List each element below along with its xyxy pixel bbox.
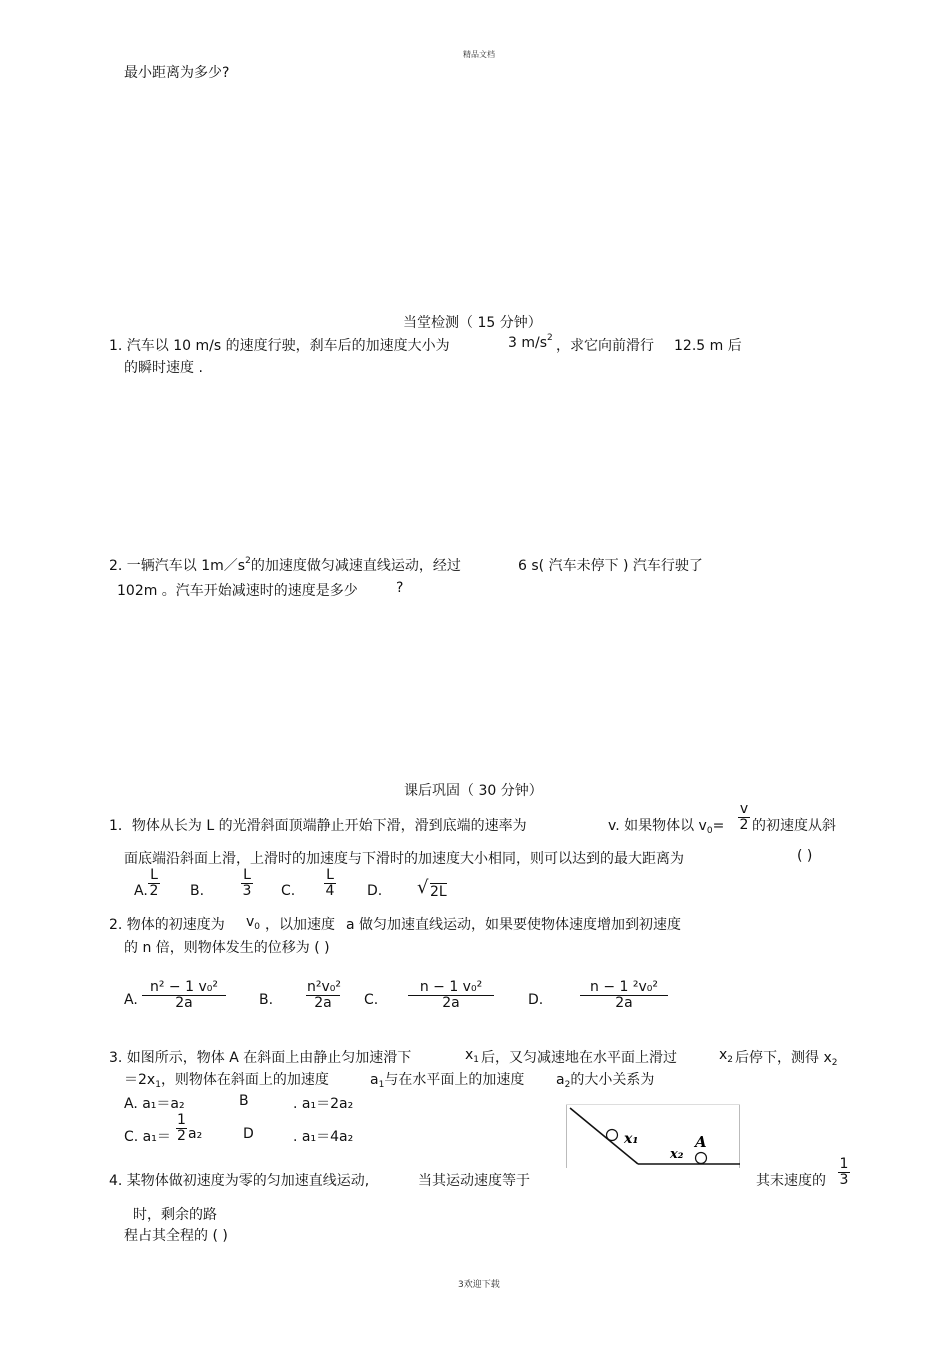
q2-line2: 102m 。汽车开始减速时的速度是多少 bbox=[117, 583, 358, 599]
aq4-text: 4. 某物体做初速度为零的匀加速直线运动, bbox=[109, 1173, 370, 1189]
aq1-answer-paren: ( ) bbox=[797, 848, 813, 864]
aq3-text-2: 后，又匀减速地在水平面上滑过 bbox=[481, 1050, 677, 1066]
aq3-a1: $a_1$与在水平面上的加速度 bbox=[370, 1072, 525, 1090]
aq3-option-b-value: . a₁＝2a₂ bbox=[293, 1096, 354, 1112]
aq1-text: 1．物体从长为 L 的光滑斜面顶端静止开始下滑，滑到底端的速率为 bbox=[109, 818, 527, 834]
top-question-line: 最小距离为多少? bbox=[124, 65, 230, 81]
aq4-fraction: $\frac{1}{3}$ bbox=[839, 1156, 849, 1188]
aq2-line2: 的 n 倍，则物体发生的位移为 ( ) bbox=[124, 940, 330, 956]
q2-text: 2. 一辆汽车以 $1m/s^2$的加速度做匀减速直线运动，经过 bbox=[109, 556, 461, 574]
aq1-option-c-fraction: $\frac{L}{4}$ bbox=[325, 867, 335, 899]
aq1-option-a-fraction: $\frac{L}{2}$ bbox=[149, 867, 159, 899]
aq1-option-c: C. bbox=[281, 883, 296, 899]
aq3-text-3: 后停下，测得 $x_2$ bbox=[735, 1050, 838, 1068]
aq2-v0: $v_0$ bbox=[246, 914, 261, 932]
aq2-option-b: B. bbox=[259, 992, 274, 1008]
aq2-option-d: D. bbox=[528, 992, 544, 1008]
aq1-v-half-fraction: $\frac{v}{2}$ bbox=[739, 801, 749, 833]
aq1-option-a: A. bbox=[134, 883, 148, 899]
section-title-after-class: 课后巩固（ 30 分钟） bbox=[404, 783, 543, 799]
aq4-text-3: 其末速度的 bbox=[756, 1173, 826, 1189]
sqrt-icon: √ bbox=[417, 877, 429, 898]
aq4-line2: 时，剩余的路 bbox=[133, 1207, 217, 1223]
aq2-text-3: a 做匀加速直线运动，如果要使物体速度增加到初速度 bbox=[346, 917, 682, 933]
label-A: A bbox=[695, 1133, 707, 1151]
aq4-text-2: 当其运动速度等于 bbox=[418, 1173, 530, 1189]
aq1-option-b-fraction: $\frac{L}{3}$ bbox=[242, 867, 252, 899]
aq2-text: 2. 物体的初速度为 bbox=[109, 917, 225, 933]
q1-text: 1. 汽车以 10 m/s 的速度行驶，刹车后的加速度大小为 bbox=[109, 338, 450, 354]
page-header: 精品文档 bbox=[463, 50, 495, 59]
aq2-text-2: ，以加速度 bbox=[265, 917, 335, 933]
aq2-option-b-fraction: $\frac{\text{n²v₀²}}{2a}$ bbox=[307, 979, 341, 1011]
aq4-line3: 程占其全程的 ( ) bbox=[124, 1228, 228, 1244]
aq3-option-d: D bbox=[243, 1126, 254, 1142]
aq2-option-d-fraction: $\frac{\text{n − 1 ²v₀²}}{2a}$ bbox=[580, 980, 668, 1011]
aq1-line2: 面底端沿斜面上滑，上滑时的加速度与下滑时的加速度大小相同，则可以达到的最大距离为 bbox=[124, 851, 684, 867]
aq2-option-c-fraction: $\frac{\text{n − 1 v₀²}}{2a}$ bbox=[408, 980, 494, 1011]
aq3-text: 3. 如图所示，物体 A 在斜面上由静止匀加速滑下 bbox=[109, 1050, 412, 1066]
q1-text-2: ，求它向前滑行 bbox=[556, 338, 654, 354]
section-title-in-class: 当堂检测（ 15 分钟） bbox=[403, 315, 542, 331]
aq3-option-c-fraction: $\frac{1}{2}$ bbox=[177, 1112, 186, 1144]
aq1-option-d: D. bbox=[367, 883, 383, 899]
page-footer: 3欢迎下载 bbox=[458, 1280, 500, 1290]
label-x1: x₁ bbox=[624, 1131, 639, 1147]
aq3-option-b: B bbox=[239, 1093, 249, 1109]
label-x2: x₂ bbox=[670, 1147, 684, 1162]
aq3-x2: $x_2$ bbox=[719, 1047, 734, 1065]
block-on-ground bbox=[696, 1153, 707, 1164]
aq3-option-a: A. a₁＝a₂ bbox=[124, 1096, 185, 1112]
q1-line2: 的瞬时速度 . bbox=[124, 360, 203, 376]
aq2-option-c: C. bbox=[364, 992, 379, 1008]
aq1-option-d-value: 2L bbox=[430, 884, 447, 900]
q2-line2-q: ? bbox=[396, 580, 404, 596]
aq3-x1: $x_1$ bbox=[465, 1047, 480, 1065]
block-on-incline bbox=[607, 1130, 618, 1141]
aq2-option-a: A. bbox=[124, 992, 138, 1008]
aq3-option-c: C. a₁＝ bbox=[124, 1129, 171, 1145]
aq3-line2: $=2x_1$，则物体在斜面上的加速度 bbox=[124, 1072, 329, 1090]
q2-text-2: 6 s( 汽车未停下 ) 汽车行驶了 bbox=[518, 558, 703, 574]
aq3-option-d-value: . a₁＝4a₂ bbox=[293, 1129, 354, 1145]
aq1-text-v: v. 如果物体以 $v_0=$ bbox=[608, 818, 725, 836]
aq3-option-c-tail: a₂ bbox=[188, 1126, 203, 1142]
aq1-text-end: 的初速度从斜 bbox=[752, 818, 836, 834]
aq1-option-b: B. bbox=[190, 883, 205, 899]
aq3-a2: $a_2$的大小关系为 bbox=[556, 1072, 655, 1090]
q1-text-3: 12.5 m 后 bbox=[674, 338, 742, 354]
q1-accel: 3 $m/s^2$ bbox=[508, 333, 553, 351]
incline-figure bbox=[566, 1104, 741, 1168]
aq2-option-a-fraction: $\frac{\text{n² − 1 v₀²}}{2a}$ bbox=[142, 980, 226, 1011]
